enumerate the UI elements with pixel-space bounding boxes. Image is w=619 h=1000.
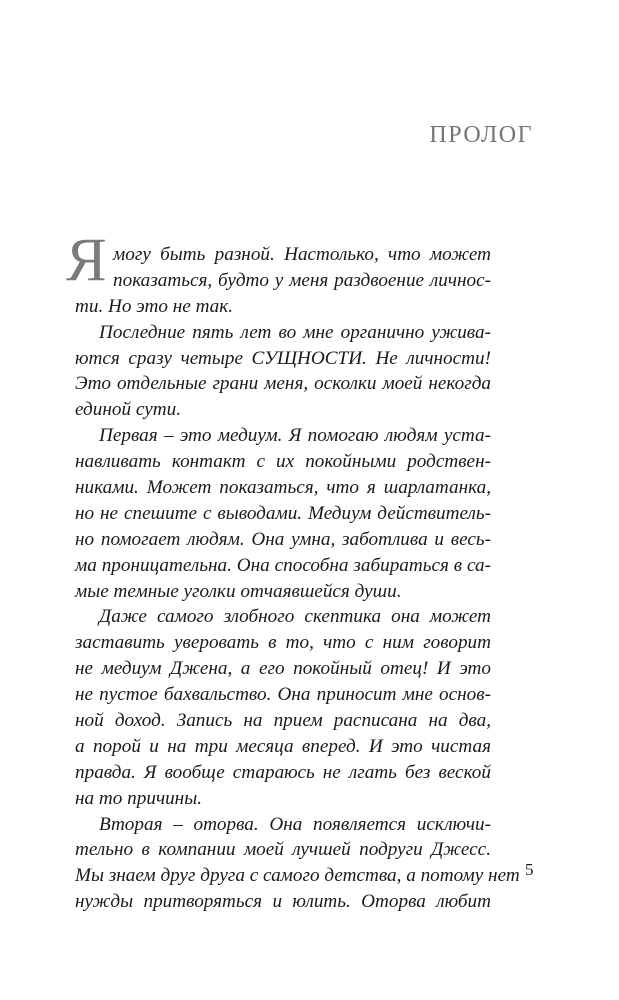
text-line: Последние пять лет во мне органично ужива- <box>99 321 491 343</box>
text-line: Это отдельные грани меня, осколки моей некогда <box>75 373 491 395</box>
page-number: 5 <box>525 860 534 879</box>
text-line: заставить уверовать в то, что с ним говорит <box>75 632 491 654</box>
text-line: тельно в компании моей лучшей подруги Джесс. <box>75 839 491 861</box>
text-line: Вторая – оторва. Она появляется исключи- <box>99 813 491 835</box>
text-line: правда. Я вообще стараюсь не лгать без веской <box>75 761 491 783</box>
text-line: не медиум Джена, а его покойный отец! И это <box>75 658 491 680</box>
text-line: могу быть разной. Настолько, что может <box>113 244 491 265</box>
body-text <box>66 227 520 915</box>
text-line: Даже самого злобного скептика она может <box>99 606 491 628</box>
drop-cap: Я <box>66 227 107 294</box>
chapter-title: ПРОЛОГ <box>429 122 533 148</box>
text-line: никами. Может показаться, что я шарлатанка, <box>75 477 491 499</box>
text-line: единой сути. <box>75 399 181 421</box>
text-line: мые темные уголки отчаявшейся души. <box>75 580 402 602</box>
text-line: но не спешите с выводами. Медиум действитель- <box>75 502 491 524</box>
text-line: ной доход. Запись на прием расписана на два, <box>75 710 491 732</box>
text-line: а порой и на три месяца вперед. И это чистая <box>75 735 491 757</box>
text-line: показаться, будто у меня раздвоение личнос- <box>113 269 491 291</box>
text-line: ются сразу четыре СУЩНОСТИ. Не личности! <box>75 347 491 369</box>
text-line: ти. Но это не так. <box>75 295 234 317</box>
text-line: ма проницательна. Она способна забираться в са- <box>75 554 491 576</box>
text-line: но помогает людям. Она умна, заботлива и весь- <box>75 528 491 550</box>
text-line: нужды притворяться и юлить. Оторва любит <box>75 891 491 913</box>
text-line: на то причины. <box>75 787 202 809</box>
text-line: не пустое бахвальство. Она приносит мне основ- <box>75 684 491 706</box>
text-line: Первая – это медиум. Я помогаю людям уста- <box>99 425 491 447</box>
text-line: Мы знаем друг друга с самого детства, а потому нет <box>75 865 520 887</box>
text-line: навливать контакт с их покойными родствен- <box>75 451 491 473</box>
